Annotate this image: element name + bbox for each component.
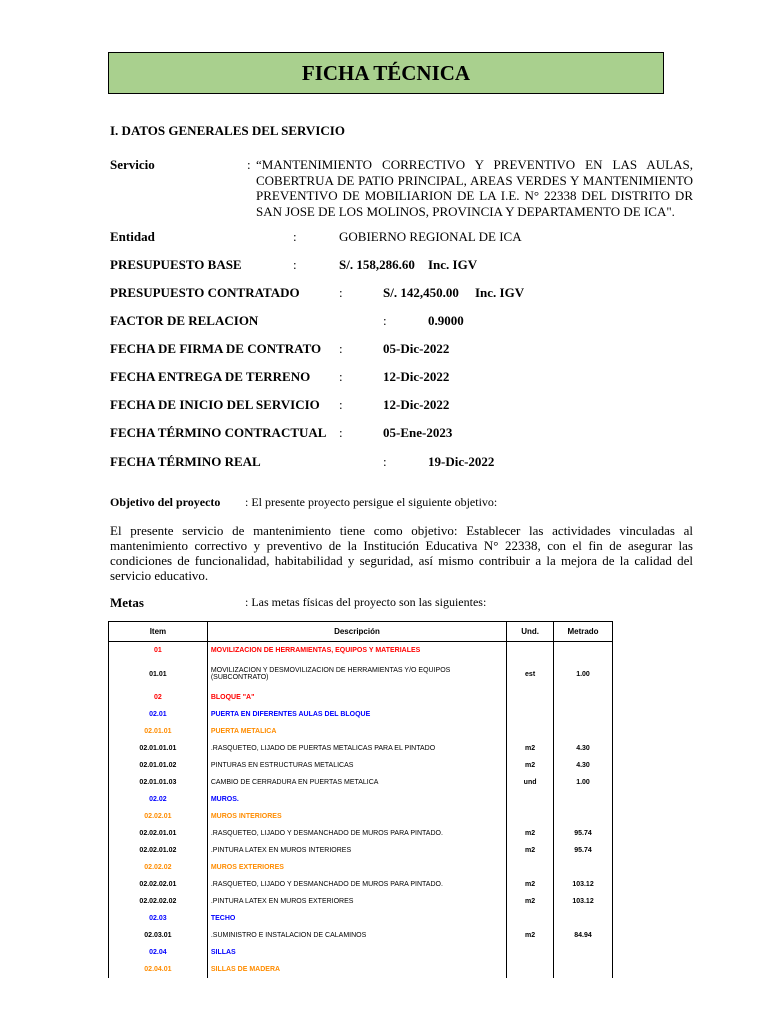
section-heading: I. DATOS GENERALES DEL SERVICIO (110, 123, 345, 138)
presupuesto-contratado-label: PRESUPUESTO CONTRATADO (110, 285, 300, 300)
cell-met (554, 944, 613, 961)
cell-met (554, 642, 613, 660)
cell-und (507, 944, 554, 961)
document-title (108, 52, 664, 94)
table-row (109, 740, 613, 757)
objetivo-intro: : El presente proyecto persigue el siguiente objetivo: (245, 495, 498, 509)
cell-met (554, 859, 613, 876)
cell-desc: MOVILIZACION Y DESMOVILIZACION DE HERRAMIENTAS Y/O EQUIPOS (SUBCONTRATO) (207, 659, 506, 689)
cell-desc: MUROS INTERIORES (207, 808, 506, 825)
metas-intro: : Las metas físicas del proyecto son las siguientes: (245, 595, 487, 609)
presupuesto-contratado-value: S/. 142,450.00 (383, 285, 459, 300)
table-row (109, 659, 613, 689)
table-row (109, 706, 613, 723)
servicio-text: “MANTENIMIENTO CORRECTIVO Y PREVENTIVO EN LAS AULAS, COBERTRUA DE PATIO PRINCIPAL, AREAS VERDES Y MANTENIMIENTO PREVENTIVO DE MOBILIARION DE LA I.E. N° 22338 DEL DISTRITO DR SAN JOSE DE LOS MOLINOS, PROVINCIA Y DEPARTAMENTO DE ICA". (256, 157, 693, 219)
cell-item: 02.02.01 (109, 808, 208, 825)
fecha-termino-real-colon: : (383, 454, 387, 469)
cell-met (554, 910, 613, 927)
cell-desc: .PINTURA LATEX EN MUROS INTERIORES (207, 842, 506, 859)
fecha-inicio-value: 12-Dic-2022 (383, 397, 450, 412)
presupuesto-contratado-colon: : (339, 285, 343, 300)
presupuesto-base-label: PRESUPUESTO BASE (110, 257, 242, 272)
fecha-entrega-colon: : (339, 369, 343, 384)
fecha-termino-contractual-value: 05-Ene-2023 (383, 425, 453, 440)
cell-met: 95.74 (554, 842, 613, 859)
cell-item: 02.02.02.01 (109, 876, 208, 893)
cell-und (507, 910, 554, 927)
table-row (109, 808, 613, 825)
table-body (109, 642, 613, 979)
cell-desc: .PINTURA LATEX EN MUROS EXTERIORES (207, 893, 506, 910)
fecha-inicio-label: FECHA DE INICIO DEL SERVICIO (110, 397, 320, 412)
cell-und: m2 (507, 842, 554, 859)
fecha-termino-real-value: 19-Dic-2022 (428, 454, 495, 469)
fecha-entrega-value: 12-Dic-2022 (383, 369, 450, 384)
cell-item: 02.01.01.02 (109, 757, 208, 774)
cell-met (554, 706, 613, 723)
cell-desc: PUERTA EN DIFERENTES AULAS DEL BLOQUE (207, 706, 506, 723)
header-metrado: Metrado (554, 622, 613, 642)
table-row (109, 961, 613, 978)
cell-item: 02.04.01 (109, 961, 208, 978)
table-row (109, 842, 613, 859)
cell-desc: TECHO (207, 910, 506, 927)
cell-item: 01.01 (109, 659, 208, 689)
presupuesto-base-value: S/. 158,286.60 (339, 257, 415, 272)
cell-und (507, 723, 554, 740)
presupuesto-base-colon: : (293, 257, 297, 272)
cell-item: 02.03 (109, 910, 208, 927)
fecha-firma-value: 05-Dic-2022 (383, 341, 450, 356)
cell-met: 103.12 (554, 876, 613, 893)
cell-met (554, 723, 613, 740)
cell-item: 02.03.01 (109, 927, 208, 944)
cell-desc: .RASQUETEO, LIJADO Y DESMANCHADO DE MUROS PARA PINTADO. (207, 825, 506, 842)
table-row (109, 859, 613, 876)
cell-item: 02 (109, 689, 208, 706)
servicio-colon: : (247, 157, 251, 172)
cell-und (507, 791, 554, 808)
factor-relacion-value: 0.9000 (428, 313, 464, 328)
cell-desc: BLOQUE "A" (207, 689, 506, 706)
cell-und (507, 961, 554, 978)
table-row (109, 774, 613, 791)
table-row (109, 825, 613, 842)
cell-met: 1.00 (554, 774, 613, 791)
fecha-termino-contractual-label: FECHA TÉRMINO CONTRACTUAL (110, 425, 327, 440)
cell-item: 02.01.01.01 (109, 740, 208, 757)
cell-item: 02.01.01 (109, 723, 208, 740)
cell-und: est (507, 659, 554, 689)
cell-met (554, 791, 613, 808)
cell-desc: MOVILIZACION DE HERRAMIENTAS, EQUIPOS Y MATERIALES (207, 642, 506, 660)
cell-und: m2 (507, 757, 554, 774)
header-descripcion: Descripción (207, 622, 506, 642)
cell-und: m2 (507, 740, 554, 757)
factor-relacion-label: FACTOR DE RELACION (110, 313, 259, 328)
fecha-firma-colon: : (339, 341, 343, 356)
cell-und: m2 (507, 893, 554, 910)
cell-desc: MUROS. (207, 791, 506, 808)
cell-desc: .SUMINISTRO E INSTALACION DE CALAMINOS (207, 927, 506, 944)
presupuesto-contratado-igv: Inc. IGV (475, 285, 525, 300)
cell-und (507, 808, 554, 825)
cell-desc: CAMBIO DE CERRADURA EN PUERTAS METALICA (207, 774, 506, 791)
fecha-entrega-label: FECHA ENTREGA DE TERRENO (110, 369, 311, 384)
cell-item: 02.01 (109, 706, 208, 723)
cell-desc: MUROS EXTERIORES (207, 859, 506, 876)
fecha-termino-real-label: FECHA TÉRMINO REAL (110, 454, 261, 469)
cell-met: 4.30 (554, 757, 613, 774)
table-row (109, 893, 613, 910)
cell-item: 02.02.01.01 (109, 825, 208, 842)
cell-desc: SILLAS (207, 944, 506, 961)
fecha-inicio-colon: : (339, 397, 343, 412)
table-row (109, 757, 613, 774)
cell-met: 4.30 (554, 740, 613, 757)
cell-met: 95.74 (554, 825, 613, 842)
metas-label: Metas (110, 595, 144, 610)
factor-relacion-colon: : (383, 313, 387, 328)
table-row (109, 723, 613, 740)
cell-desc: .RASQUETEO, LIJADO DE PUERTAS METALICAS PARA EL PINTADO (207, 740, 506, 757)
servicio-label: Servicio (110, 157, 155, 172)
table-row (109, 927, 613, 944)
cell-met (554, 961, 613, 978)
metas-table (108, 621, 613, 978)
entidad-value: GOBIERNO REGIONAL DE ICA (339, 229, 522, 244)
cell-met: 84.94 (554, 927, 613, 944)
cell-und (507, 706, 554, 723)
header-item: Item (109, 622, 208, 642)
cell-item: 01 (109, 642, 208, 660)
header-und: Und. (507, 622, 554, 642)
cell-und (507, 859, 554, 876)
cell-item: 02.01.01.03 (109, 774, 208, 791)
cell-item: 02.02 (109, 791, 208, 808)
cell-met: 1.00 (554, 659, 613, 689)
table-row (109, 689, 613, 706)
presupuesto-base-igv: Inc. IGV (428, 257, 478, 272)
table-row (109, 642, 613, 660)
table-row (109, 944, 613, 961)
cell-met: 103.12 (554, 893, 613, 910)
table-row (109, 791, 613, 808)
cell-met (554, 808, 613, 825)
cell-und: und (507, 774, 554, 791)
cell-desc: SILLAS DE MADERA (207, 961, 506, 978)
entidad-label: Entidad (110, 229, 155, 244)
cell-desc: PINTURAS EN ESTRUCTURAS METALICAS (207, 757, 506, 774)
cell-und: m2 (507, 876, 554, 893)
cell-desc: .RASQUETEO, LIJADO Y DESMANCHADO DE MUROS PARA PINTADO. (207, 876, 506, 893)
cell-item: 02.02.02.02 (109, 893, 208, 910)
cell-und: m2 (507, 825, 554, 842)
cell-item: 02.02.02 (109, 859, 208, 876)
table-row (109, 876, 613, 893)
entidad-colon: : (293, 229, 297, 244)
table-row (109, 910, 613, 927)
fecha-termino-contractual-colon: : (339, 425, 343, 440)
cell-met (554, 689, 613, 706)
objetivo-label: Objetivo del proyecto (110, 495, 221, 509)
cell-und (507, 689, 554, 706)
table-header-row (109, 622, 613, 642)
cell-desc: PUERTA METALICA (207, 723, 506, 740)
cell-und (507, 642, 554, 660)
cell-item: 02.04 (109, 944, 208, 961)
objetivo-paragraph: El presente servicio de mantenimiento tiene como objetivo: Establecer las actividades vinculadas al mantenimiento correctivo y preventivo de la Institución Educativa N° 22338, con el fin de asegurar las condiciones de funcionalidad, habitabilidad y seguridad, así mismo contribuir a la mejora de la calidad del servicio educativo. (110, 523, 693, 583)
fecha-firma-label: FECHA DE FIRMA DE CONTRATO (110, 341, 322, 356)
cell-und: m2 (507, 927, 554, 944)
cell-item: 02.02.01.02 (109, 842, 208, 859)
title-text: FICHA TÉCNICA (301, 60, 471, 85)
